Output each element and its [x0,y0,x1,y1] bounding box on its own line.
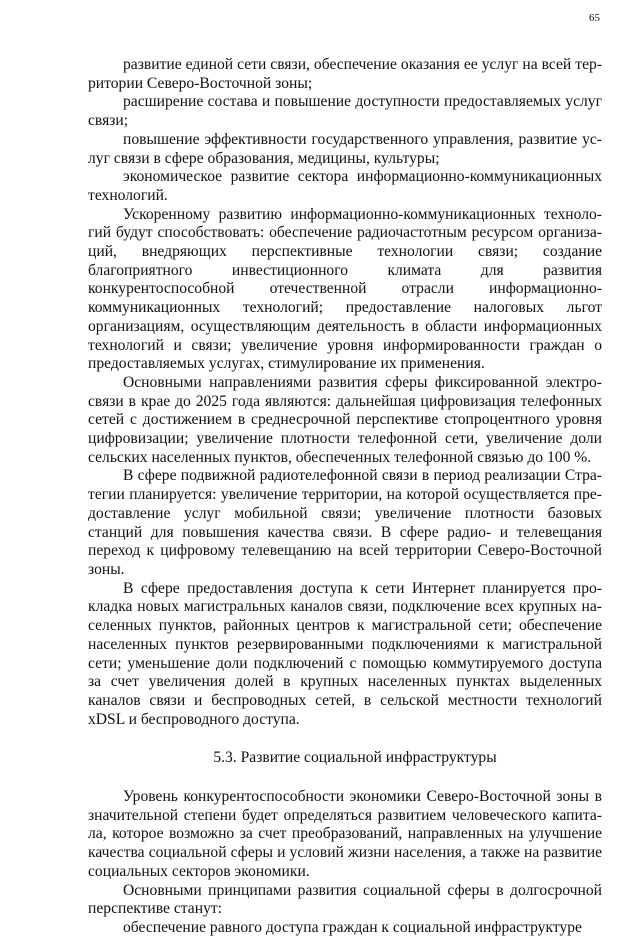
paragraph: В сфере предоставления доступа к сети Интернет планируется прокладка новых магистральных каналов связи, подключение всех крупных населенных пунктов, районных центров к магистральной сети; обеспечение населенных пунктов резервированными подключениями к магистральной сети; уменьшение доли подключений с помощью коммутируемого доступа за счет увеличения долей в крупных населенных пунктах выделенных каналов связи и беспроводных сетей, в сельской местности технологий xDSL и беспроводного доступа. [88,579,602,728]
paragraph: Основными принципами развития социальной сферы в долгосрочной перспективе станут: [88,881,602,918]
paragraph: Уровень конкурентоспособности экономики Северо-Восточной зоны в значительной степени будет определяться развитием человеческого капитала, которое возможно за счет преобразований, направленных на улучшение качества социальной сферы и условий жизни населения, а также на развитие социальных секторов экономики. [88,788,602,880]
page-number: 65 [589,12,600,24]
paragraph: В сфере подвижной радиотелефонной связи в период реализации Стратегии планируется: увеличение территории, на которой осуществляется предоставление услуг мобильной связи; увеличение плотности базовых станций для повышения качества связи. В сфере радио- и телевещания переход к цифровому телевещанию на всей территории Северо-Восточной зоны. [88,467,602,578]
paragraph: повышение эффективности государственного управления, развитие услуг связи в сфере образования, медицины, культуры; [88,130,602,167]
paragraph: расширение состава и повышение доступности предоставляемых услуг связи; [88,93,602,130]
paragraph: обеспечение равного доступа граждан к социальной инфраструктуре [123,918,582,936]
paragraph: Основными направлениями развития сферы фиксированной электросвязи в крае до 2025 года являются: дальнейшая цифровизация телефонных сетей с достижением в среднесрочной перспективе стопроцентного уровня цифровизации; увеличение плотности телефонной сети, увеличение доли сельских населенных пунктов, обеспеченных телефонной связью до 100 %. [88,373,602,466]
body-text [88,56,602,938]
paragraph: развитие единой сети связи, обеспечение оказания ее услуг на всей территории Северо-Восточной зоны; [88,56,602,92]
paragraph: Ускоренному развитию информационно-коммуникационных технологий будут способствовать: обеспечение радиочастотным ресурсом организаций, внедряющих перспективные технологии связи; создание благоприятного инвестиционного климата для развития конкурентоспособной отечественной отрасли информационно-коммуникационных технологий; предоставление налоговых льгот организациям, осуществляющим деятельность в области информационных технологий и связи; увеличение уровня информированности граждан о предоставляемых услугах, стимулирование их применения. [88,205,602,373]
section-heading: 5.3. Развитие социальной инфраструктуры [213,749,497,767]
paragraph: экономическое развитие сектора информационно-коммуникационных технологий. [88,168,602,204]
